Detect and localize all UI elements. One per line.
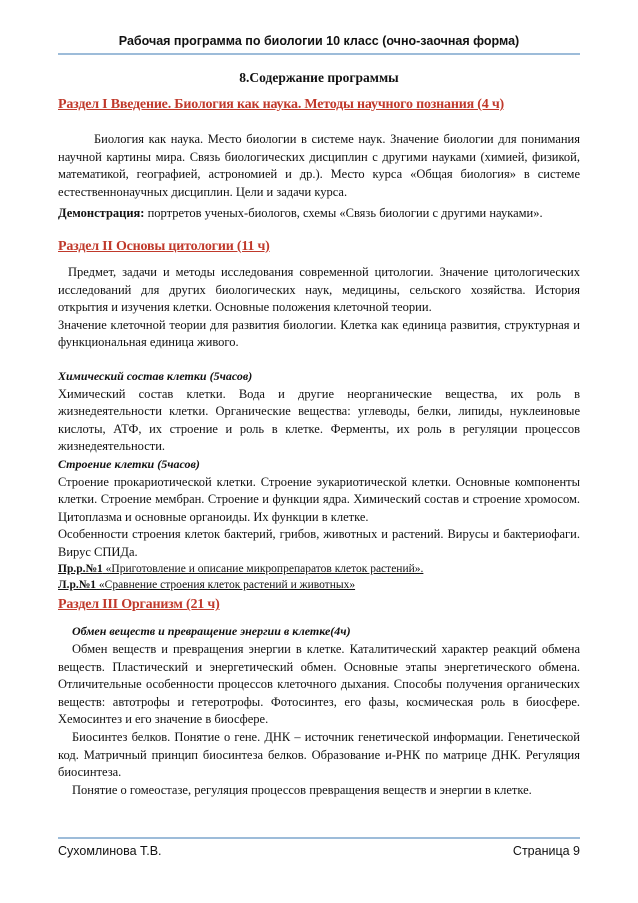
cell-structure-title: Строение клетки (5часов): [58, 456, 200, 471]
section-3-paragraph-3: Понятие о гомеостазе, регуляция процессов превращения веществ и энергии в клетке.: [72, 782, 532, 797]
cell-structure-text-1: Строение прокариотической клетки. Строение эукариотической клетки. Основные компоненты клетки. Строение мембран. Строение и функции ядра. Химический состав и строение хромосом. Цитоплазма и основные органоиды. Их функции в клетке.: [58, 474, 580, 524]
page-content: [58, 70, 580, 799]
lab-work-code: Л.р.№1: [58, 579, 97, 592]
section-2-paragraph-2: Значение клеточной теории для развития биологии. Клетка как единица развития, структурная и функциональная единица живого.: [58, 317, 580, 350]
section-2-heading: Раздел II Основы цитологии (11 ч): [58, 238, 270, 254]
practical-work-line: [58, 561, 580, 577]
practical-work-text: «Приготовление и описание микропрепаратов клеток растений».: [102, 563, 424, 576]
demonstration-line: [58, 205, 580, 223]
lab-work-line: [58, 577, 580, 593]
page-footer: [58, 837, 580, 858]
demonstration-label: Демонстрация:: [58, 206, 145, 221]
section-1-paragraph: Биология как наука. Место биологии в системе наук. Значение биологии для понимания научной картины мира. Связь биологических дисциплин с другими науками (химией, физикой, математикой, географией, астрономией и др.). Место курса «Общая биология» в системе естественнонаучных дисциплин. Цели и задачи курса.: [58, 132, 580, 199]
section-1-heading: Раздел I Введение. Биология как наука. Методы научного познания (4 ч): [58, 97, 504, 112]
section-3-paragraph-2: Биосинтез белков. Понятие о гене. ДНК – источник генетической информации. Генетической код. Матричный принцип биосинтеза белков. Образование и-РНК по матрице ДНК. Регуляция биосинтеза.: [58, 730, 580, 780]
section-3-heading: Раздел III Организм (21 ч): [58, 597, 220, 613]
cell-structure-text-2: Особенности строения клеток бактерий, грибов, животных и растений. Вирусы и бактериофаги. Вирус СПИДа.: [58, 527, 580, 559]
demonstration-text: портретов ученых-биологов, схемы «Связь биологии с другими науками».: [144, 206, 543, 221]
section-3-paragraph-1: Обмен веществ и превращения энергии в клетке. Каталитический характер реакций обмена веществ. Пластический и энергетический обмен. Основные этапы энергетического обмена. Отличительные особенности процессов клеточного дыхания. Способы получения органических веществ: автотрофы и гетеротрофы. Фотосинтез, его фазы, космическая роль в биосфере. Хемосинтез и его значение в биосфере.: [58, 642, 580, 727]
lab-work-text: «Сравнение строения клеток растений и животных»: [96, 579, 356, 592]
section-2-paragraph-1: Предмет, задачи и методы исследования современной цитологии. Значение цитологических исследований для других биологических наук, медицины, сельского хозяйства. История открытия и изучения клетки. Основные положения клеточной теории.: [58, 264, 580, 315]
practical-work-code: Пр.р.№1: [58, 563, 103, 576]
footer-author: Сухомлинова Т.В.: [58, 844, 162, 858]
chemical-composition-text: Химический состав клетки. Вода и другие неорганические вещества, их роль в жизнедеятельности клетки. Органические вещества: углеводы, белки, липиды, нуклеиновые кислоты, АТФ, их строение и роль в клетке. Ферменты, их роль в регуляции процессов жизнедеятельности.: [58, 386, 580, 454]
chemical-composition-title: Химический состав клетки (5часов): [58, 368, 253, 383]
footer-page-number: Страница 9: [512, 844, 580, 858]
metabolism-title: Обмен веществ и превращение энергии в клетке(4ч): [72, 624, 351, 639]
page-header: Рабочая программа по биологии 10 класс (очно-заочная форма): [58, 34, 580, 55]
page-title: 8.Содержание программы: [239, 70, 399, 85]
